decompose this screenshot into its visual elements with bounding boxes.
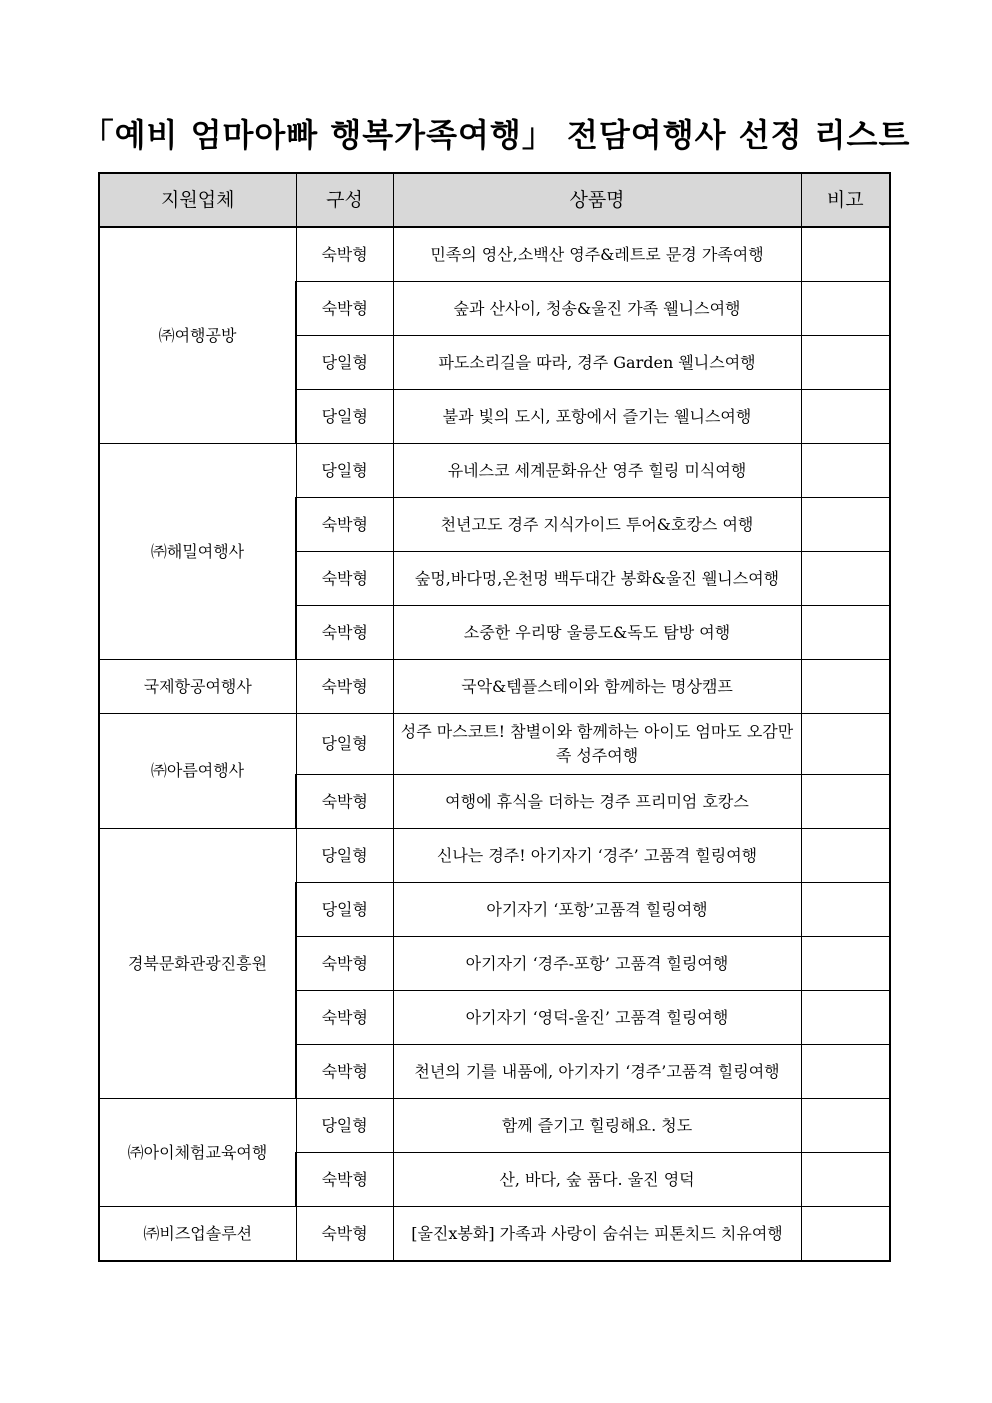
- note-cell: [801, 606, 890, 660]
- type-cell: 숙박형: [296, 1207, 393, 1262]
- company-cell: ㈜아이체험교육여행: [99, 1099, 296, 1207]
- product-cell: 민족의 영산,소백산 영주&레트로 문경 가족여행: [393, 227, 801, 282]
- table-row: [99, 227, 890, 282]
- note-cell: [801, 498, 890, 552]
- agency-list-table: [98, 172, 891, 1262]
- table-row: [99, 444, 890, 498]
- type-cell: 숙박형: [296, 552, 393, 606]
- type-cell: 숙박형: [296, 498, 393, 552]
- type-cell: 숙박형: [296, 606, 393, 660]
- product-cell: 소중한 우리땅 울릉도&독도 탐방 여행: [393, 606, 801, 660]
- product-cell: 국악&템플스테이와 함께하는 명상캠프: [393, 660, 801, 714]
- product-cell: 성주 마스코트! 참별이와 함께하는 아이도 엄마도 오감만족 성주여행: [393, 714, 801, 775]
- type-cell: 숙박형: [296, 660, 393, 714]
- company-cell: ㈜아름여행사: [99, 714, 296, 829]
- note-cell: [801, 1045, 890, 1099]
- note-cell: [801, 829, 890, 883]
- table-row: [99, 829, 890, 883]
- company-cell: 국제항공여행사: [99, 660, 296, 714]
- type-cell: 당일형: [296, 829, 393, 883]
- company-cell: ㈜비즈업솔루션: [99, 1207, 296, 1262]
- product-cell: 아기자기 ‘영덕-울진’ 고품격 힐링여행: [393, 991, 801, 1045]
- product-cell: 아기자기 ‘포항’고품격 힐링여행: [393, 883, 801, 937]
- table-body: [99, 227, 890, 1261]
- type-cell: 숙박형: [296, 1153, 393, 1207]
- note-cell: [801, 937, 890, 991]
- product-cell: 함께 즐기고 힐링해요. 청도: [393, 1099, 801, 1153]
- header-product: 상품명: [393, 173, 801, 227]
- note-cell: [801, 390, 890, 444]
- note-cell: [801, 282, 890, 336]
- table-row: [99, 660, 890, 714]
- company-cell: ㈜여행공방: [99, 227, 296, 444]
- product-cell: 천년의 기를 내품에, 아기자기 ‘경주’고품격 힐링여행: [393, 1045, 801, 1099]
- note-cell: [801, 1099, 890, 1153]
- company-cell: ㈜해밀여행사: [99, 444, 296, 660]
- product-cell: 신나는 경주! 아기자기 ‘경주’ 고품격 힐링여행: [393, 829, 801, 883]
- type-cell: 당일형: [296, 714, 393, 775]
- header-company: 지원업체: [99, 173, 296, 227]
- type-cell: 당일형: [296, 1099, 393, 1153]
- note-cell: [801, 552, 890, 606]
- type-cell: 당일형: [296, 444, 393, 498]
- note-cell: [801, 714, 890, 775]
- note-cell: [801, 775, 890, 829]
- product-cell: 아기자기 ‘경주-포항’ 고품격 힐링여행: [393, 937, 801, 991]
- type-cell: 숙박형: [296, 991, 393, 1045]
- note-cell: [801, 1207, 890, 1262]
- type-cell: 숙박형: [296, 937, 393, 991]
- note-cell: [801, 444, 890, 498]
- product-cell: 산, 바다, 숲 품다. 울진 영덕: [393, 1153, 801, 1207]
- company-cell: 경북문화관광진흥원: [99, 829, 296, 1099]
- type-cell: 숙박형: [296, 282, 393, 336]
- note-cell: [801, 336, 890, 390]
- table-row: [99, 1207, 890, 1262]
- note-cell: [801, 227, 890, 282]
- page-title: 「예비 엄마아빠 행복가족여행」 전담여행사 선정 리스트: [81, 116, 911, 154]
- product-cell: 불과 빛의 도시, 포항에서 즐기는 웰니스여행: [393, 390, 801, 444]
- header-note: 비고: [801, 173, 890, 227]
- note-cell: [801, 883, 890, 937]
- table-header-row: [99, 173, 890, 227]
- product-cell: 여행에 휴식을 더하는 경주 프리미엄 호캉스: [393, 775, 801, 829]
- table-row: [99, 1099, 890, 1153]
- note-cell: [801, 991, 890, 1045]
- type-cell: 숙박형: [296, 1045, 393, 1099]
- note-cell: [801, 1153, 890, 1207]
- type-cell: 당일형: [296, 883, 393, 937]
- type-cell: 숙박형: [296, 227, 393, 282]
- header-type: 구성: [296, 173, 393, 227]
- product-cell: 유네스코 세계문화유산 영주 힐링 미식여행: [393, 444, 801, 498]
- type-cell: 숙박형: [296, 775, 393, 829]
- product-cell: 숲과 산사이, 청송&울진 가족 웰니스여행: [393, 282, 801, 336]
- product-cell: 숲멍,바다멍,온천멍 백두대간 봉화&울진 웰니스여행: [393, 552, 801, 606]
- table-row: [99, 714, 890, 775]
- type-cell: 당일형: [296, 390, 393, 444]
- product-cell: 천년고도 경주 지식가이드 투어&호캉스 여행: [393, 498, 801, 552]
- note-cell: [801, 660, 890, 714]
- type-cell: 당일형: [296, 336, 393, 390]
- product-cell: [울진x봉화] 가족과 사랑이 숨쉬는 피톤치드 치유여행: [393, 1207, 801, 1262]
- product-cell: 파도소리길을 따라, 경주 Garden 웰니스여행: [393, 336, 801, 390]
